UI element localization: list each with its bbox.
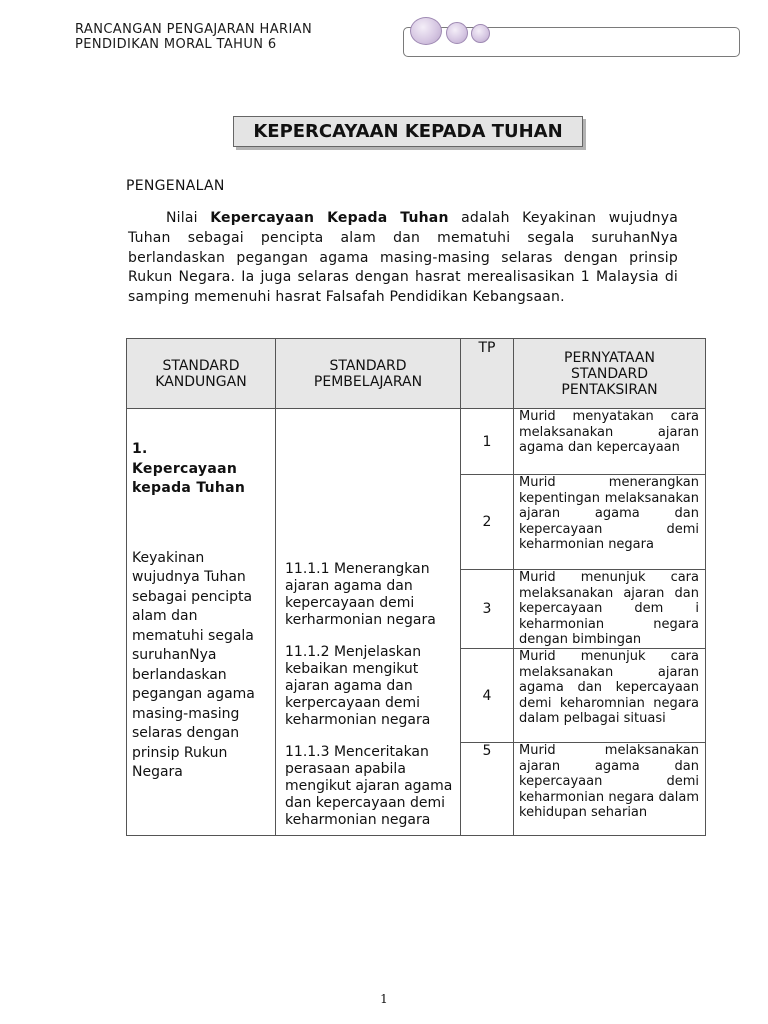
pernyataan-statement: Murid menerangkan kepentingan melaksanakan ajaran agama dan kepercayaan demi keharmonian negara [514,475,706,570]
pembelajaran-item: 11.1.2 Menjelaskan kebaikan mengikut ajaran agama dan kerpercayaan demi keharmonian negara [285,644,431,728]
pernyataan-statement: Murid menunjuk cara melaksanakan ajaran agama dan kepercayaan demi keharomnian negara dalam pelbagai situasi [514,649,706,743]
page-title: KEPERCAYAAN KEPADA TUHAN [233,116,583,147]
kandungan-number: 1. [132,441,148,457]
standard-pembelajaran-cell [276,409,461,836]
header-tp: TP [461,339,514,409]
tp-level: 4 [461,649,514,743]
table-row [127,409,706,475]
intro-body: adalah Keyakinan wujudnya Tuhan sebagai pencipta alam dan mematuhi segala suruhanNya berlandaskan pegangan agama masing-masing selaras dengan prinsip Rukun Negara. Ia juga selaras dengan hasrat merealisasikan 1 Malaysia di samping memenuhi hasrat Falsafah Pendidikan Kebangsaan. [128,210,679,306]
intro-lead: Nilai [166,210,211,226]
pembelajaran-item: 11.1.1 Menerangkan ajaran agama dan kepercayaan demi kerharmonian negara [285,561,436,628]
kandungan-title: Kepercayaan kepada Tuhan [132,460,246,496]
pernyataan-statement: Murid melaksanakan ajaran agama dan kepercayaan demi keharmonian negara dalam kehidupan seharian [514,743,706,836]
table-header-row [127,339,706,409]
kandungan-description: Keyakinan wujudnya Tuhan sebagai pencipta alam dan mematuhi segala suruhanNya berlandaskan pegangan agama masing-masing selaras dengan prinsip Rukun Negara [132,549,255,780]
decorative-circle-icon [471,24,490,43]
standards-table [126,338,706,836]
header-standard-pembelajaran: STANDARD PEMBELAJARAN [276,339,461,409]
header-line-1: RANCANGAN PENGAJARAN HARIAN [75,22,313,37]
tp-level: 3 [461,570,514,649]
pembelajaran-item: 11.1.3 Menceritakan perasaan apabila mengikut ajaran agama dan kepercayaan demi keharmonian negara [285,744,453,828]
tp-level: 2 [461,475,514,570]
tp-level: 5 [461,743,514,836]
header-standard-kandungan: STANDARD KANDUNGAN [127,339,276,409]
document-header [75,22,312,52]
decorative-circle-icon [410,17,442,45]
tp-level: 1 [461,409,514,475]
intro-paragraph [128,209,678,308]
header-line-2: PENDIDIKAN MORAL TAHUN 6 [75,37,277,52]
intro-bold-phrase: Kepercayaan Kepada Tuhan [210,210,449,226]
pernyataan-statement: Murid menunjuk cara melaksanakan ajaran dan kepercayaan dem i keharmonian negara dengan bimbingan [514,570,706,649]
intro-heading: PENGENALAN [126,178,225,194]
pernyataan-statement: Murid menyatakan cara melaksanakan ajaran agama dan kepercayaan [514,409,706,475]
header-pernyataan-standard: PERNYATAAN STANDARD PENTAKSIRAN [514,339,706,409]
decorative-circle-icon [446,22,468,44]
standard-kandungan-cell [127,409,276,836]
page-number: 1 [380,992,388,1006]
